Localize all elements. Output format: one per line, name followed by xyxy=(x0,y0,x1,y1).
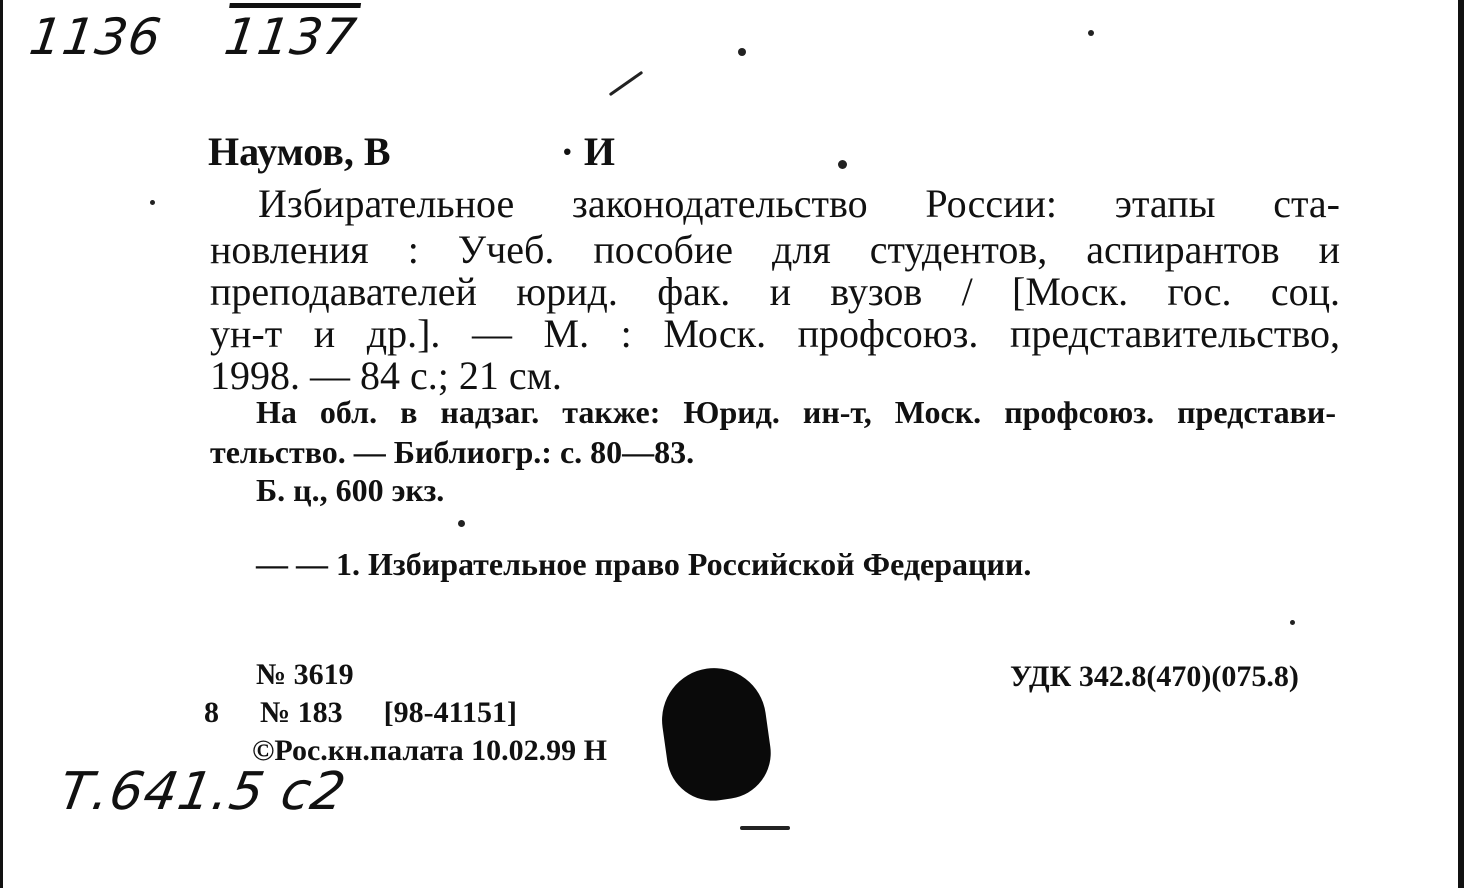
title-line-1: Избирательное законодательство России: этапы ста- xyxy=(258,181,1340,226)
card-left-edge xyxy=(0,0,3,888)
notes-line-2: тельство. — Библиогр.: с. 80—83. xyxy=(210,434,695,470)
speck xyxy=(458,520,465,527)
record-prefix: 8 xyxy=(204,696,219,729)
ink-blot xyxy=(655,661,776,806)
card-number: № 3619 xyxy=(256,658,354,691)
record-number-line xyxy=(204,696,517,730)
pen-stroke xyxy=(609,71,643,96)
record-number: № 183 xyxy=(260,696,343,729)
title-line-2: новления : Учеб. пособие для студентов, аспирантов и xyxy=(210,227,1340,272)
author-initial: И xyxy=(583,129,616,174)
speck xyxy=(738,48,746,56)
speck xyxy=(838,160,847,169)
udk-code: УДК 342.8(470)(075.8) xyxy=(1010,660,1299,693)
author-heading: Наумов, В · И xyxy=(208,129,616,174)
notes-line-1: На обл. в надзаг. также: Юрид. ин-т, Моск. профсоюз. представи- xyxy=(256,394,1336,430)
title-line-3: преподавателей юрид. фак. и вузов / [Моск. гос. соц. xyxy=(210,269,1340,314)
struck-inventory-number: 1137 xyxy=(220,8,361,66)
card-right-edge xyxy=(1458,0,1464,888)
author-surname: Наумов, В xyxy=(208,129,391,174)
speck xyxy=(1290,620,1295,625)
inventory-number: 1136 xyxy=(25,8,166,66)
speck xyxy=(1088,30,1094,36)
subject-heading: — — 1. Избирательное право Российской Федерации. xyxy=(256,546,1032,582)
title-line-4: ун-т и др.]. — М. : Моск. профсоюз. представительство, xyxy=(210,311,1340,356)
handwritten-shelf-mark: Т.641.5 с2 xyxy=(54,762,351,822)
record-code: [98-41151] xyxy=(383,696,517,729)
speck xyxy=(150,200,155,205)
pen-stroke xyxy=(740,826,790,830)
handwritten-inventory-number xyxy=(26,8,360,66)
title-line-5: 1998. — 84 с.; 21 см. xyxy=(210,353,562,398)
price-and-run: Б. ц., 600 экз. xyxy=(256,472,445,508)
copyright-line: ©Рос.кн.палата 10.02.99 Н xyxy=(252,734,607,767)
